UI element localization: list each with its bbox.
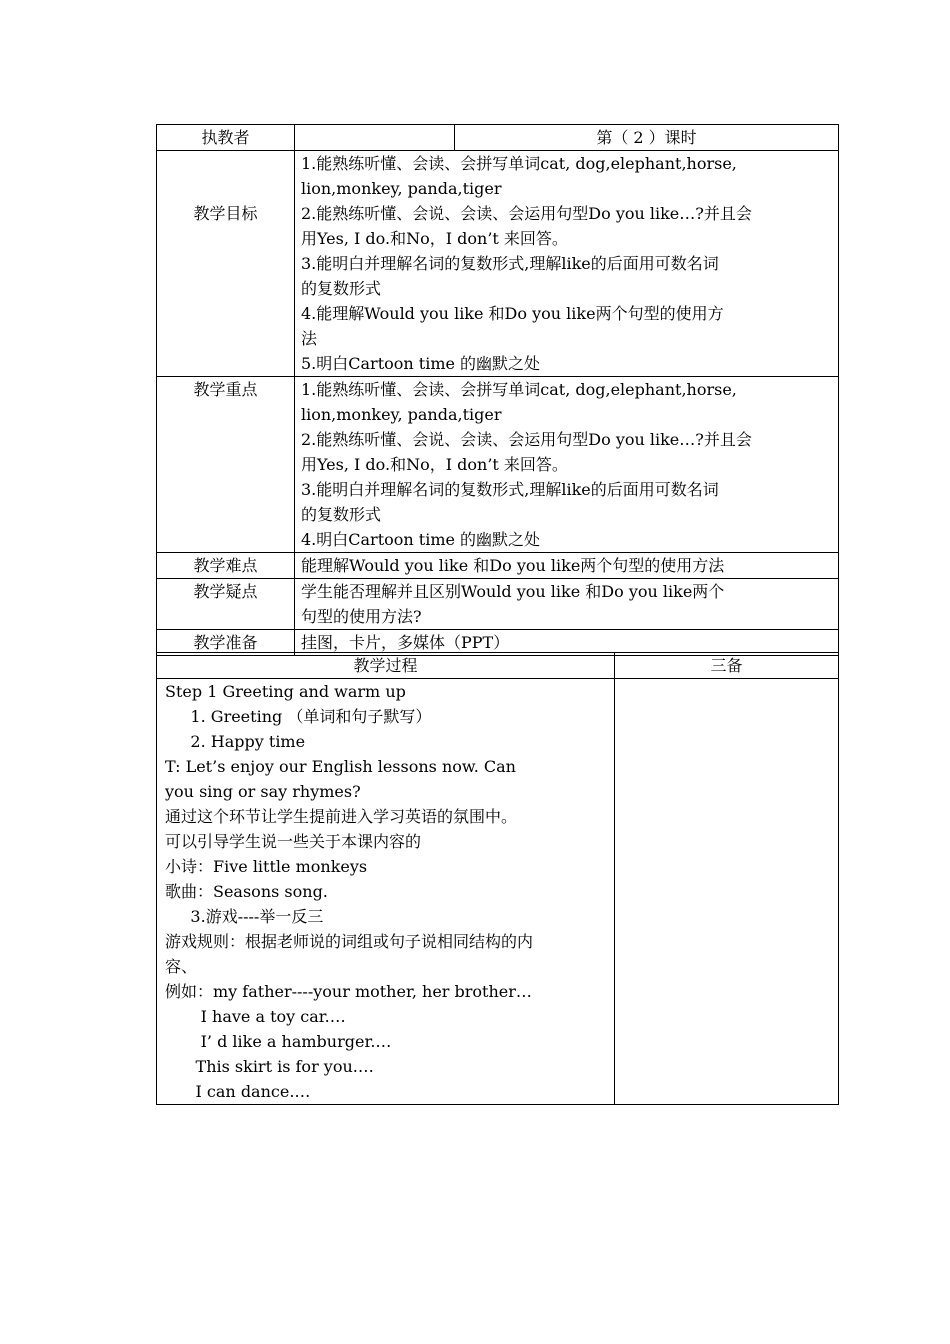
- key-points-label: 教学重点: [157, 377, 295, 553]
- lesson-number-label: 第（ 2 ）课时: [455, 125, 839, 151]
- difficulties-label: 教学难点: [157, 553, 295, 579]
- teaching-process-table: [156, 652, 839, 1105]
- objectives-line: 4.能理解Would you like 和Do you like两个句型的使用方: [301, 304, 724, 323]
- objectives-label: [157, 151, 295, 377]
- teacher-label: 执教者: [157, 125, 295, 151]
- objectives-line: lion,monkey, panda,tiger: [301, 179, 502, 198]
- difficulties-line: 能理解Would you like 和Do you like两个句型的使用方法: [301, 556, 725, 575]
- process-line: 歌曲：Seasons song.: [165, 882, 328, 901]
- doubts-line: 句型的使用方法?: [301, 607, 422, 626]
- process-line: 2. Happy time: [165, 732, 306, 751]
- doubts-line: 学生能否理解并且区别Would you like 和Do you like两个: [301, 582, 725, 601]
- process-notes-column: [615, 679, 839, 1105]
- process-line: I’ d like a hamburger.…: [165, 1032, 392, 1051]
- key-points-row: [157, 377, 839, 553]
- key-points-line: lion,monkey, panda,tiger: [301, 405, 502, 424]
- objectives-line: 的复数形式: [301, 279, 382, 298]
- key-points-line: 的复数形式: [301, 505, 382, 524]
- preparation-label: 教学准备: [157, 630, 295, 656]
- doubts-label: 教学疑点: [157, 579, 295, 630]
- process-line: 可以引导学生说一些关于本课内容的: [165, 832, 422, 851]
- key-points-line: 2.能熟练听懂、会说、会读、会运用句型Do you like…?并且会: [301, 430, 752, 449]
- key-points-content: [295, 377, 839, 553]
- objectives-content: [295, 151, 839, 377]
- key-points-line: 1.能熟练听懂、会读、会拼写单词cat, dog,elephant,horse,: [301, 380, 737, 399]
- doubts-row: [157, 579, 839, 630]
- process-line: 例如：my father----your mother, her brother…: [165, 982, 532, 1001]
- process-header-left: 教学过程: [157, 653, 615, 679]
- doubts-content: [295, 579, 839, 630]
- process-line: 1. Greeting （单词和句子默写）: [165, 707, 432, 726]
- process-content: [157, 679, 615, 1105]
- lesson-plan-table: [156, 124, 839, 656]
- process-line: 容、: [165, 957, 198, 976]
- process-line: you sing or say rhymes?: [165, 782, 361, 801]
- process-line: I have a toy car.…: [165, 1007, 346, 1026]
- objectives-line: 5.明白Cartoon time 的幽默之处: [301, 354, 541, 373]
- objectives-row: [157, 151, 839, 377]
- teacher-value: [295, 125, 455, 151]
- objectives-line: 用Yes, I do.和No，I don’t 来回答。: [301, 229, 568, 248]
- process-line: I can dance.…: [165, 1082, 311, 1101]
- process-header-row: [157, 653, 839, 679]
- header-row: [157, 125, 839, 151]
- preparation-line: 挂图，卡片，多媒体（PPT）: [301, 633, 510, 652]
- process-header-right: 三备: [615, 653, 839, 679]
- objectives-label-text: 教学目标: [193, 204, 258, 223]
- process-body-row: [157, 679, 839, 1105]
- difficulties-row: [157, 553, 839, 579]
- process-line: 小诗：Five little monkeys: [165, 857, 368, 876]
- process-line: This skirt is for you.…: [165, 1057, 374, 1076]
- key-points-line: 用Yes, I do.和No，I don’t 来回答。: [301, 455, 568, 474]
- process-line: 3.游戏----举一反三: [165, 907, 324, 926]
- key-points-line: 4.明白Cartoon time 的幽默之处: [301, 530, 541, 549]
- objectives-line: 1.能熟练听懂、会读、会拼写单词cat, dog,elephant,horse,: [301, 154, 737, 173]
- difficulties-content: [295, 553, 839, 579]
- objectives-line: 法: [301, 329, 318, 348]
- process-line: T: Let’s enjoy our English lessons now. Can: [165, 757, 516, 776]
- process-line: Step 1 Greeting and warm up: [165, 682, 406, 701]
- objectives-line: 3.能明白并理解名词的复数形式,理解like的后面用可数名词: [301, 254, 719, 273]
- key-points-line: 3.能明白并理解名词的复数形式,理解like的后面用可数名词: [301, 480, 719, 499]
- objectives-line: 2.能熟练听懂、会说、会读、会运用句型Do you like…?并且会: [301, 204, 752, 223]
- process-line: 通过这个环节让学生提前进入学习英语的氛围中。: [165, 807, 518, 826]
- process-line: 游戏规则：根据老师说的词组或句子说相同结构的内: [165, 932, 534, 951]
